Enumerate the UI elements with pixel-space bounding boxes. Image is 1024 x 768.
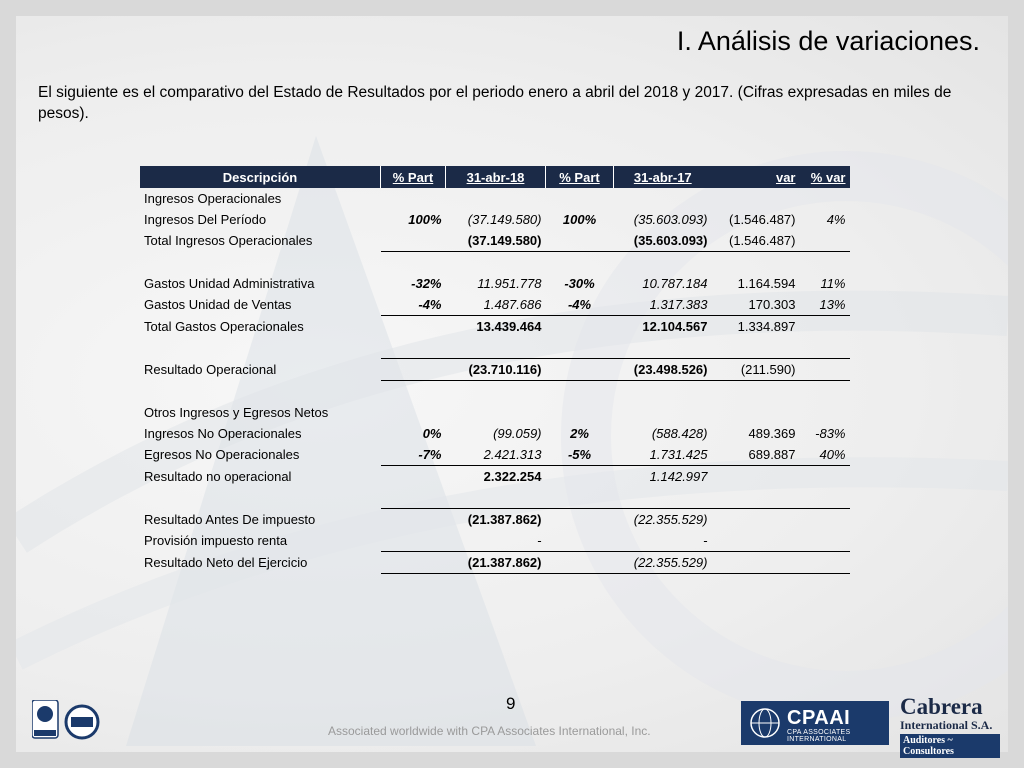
row-variation: 1.164.594 xyxy=(737,276,796,291)
row-description: Provisión impuesto renta xyxy=(144,533,288,549)
row-description: Ingresos No Operacionales xyxy=(144,426,302,441)
table-row xyxy=(140,359,850,381)
row-part-2017 xyxy=(546,530,614,552)
row-part-2018: 0% xyxy=(422,426,442,441)
row-variation: (211.590) xyxy=(712,359,800,381)
row-value-2017 xyxy=(614,402,712,423)
row-value-2017: 1.731.425 xyxy=(649,447,708,462)
row-value-2018 xyxy=(446,402,546,423)
row-part-2018: -4% xyxy=(418,297,442,312)
table-row xyxy=(140,466,850,488)
row-part-2018 xyxy=(381,188,446,209)
table-row xyxy=(140,188,850,209)
row-description: Resultado Neto del Ejercicio xyxy=(144,555,308,570)
row-part-2018 xyxy=(381,552,446,574)
row-part-2018 xyxy=(381,337,446,359)
row-part-2017 xyxy=(546,230,614,252)
row-pct-variation xyxy=(800,509,850,531)
cpaai-name: CPAAI xyxy=(787,707,851,729)
row-description xyxy=(140,337,381,359)
row-value-2018 xyxy=(446,381,546,403)
row-pct-variation xyxy=(800,487,850,509)
row-variation: 170.303 xyxy=(748,297,796,312)
row-value-2018 xyxy=(446,188,546,209)
row-variation xyxy=(712,337,800,359)
footer-text: Associated worldwide with CPA Associates International, Inc. xyxy=(328,724,651,738)
row-pct-variation xyxy=(800,381,850,403)
row-pct-variation xyxy=(800,402,850,423)
row-part-2017 xyxy=(546,552,614,574)
row-part-2018 xyxy=(381,466,446,488)
row-description: Total Ingresos Operacionales xyxy=(144,233,313,249)
row-part-2017: 100% xyxy=(562,212,597,227)
row-value-2018: 2.322.254 xyxy=(446,466,546,488)
row-part-2017 xyxy=(546,359,614,381)
row-variation xyxy=(712,381,800,403)
iso-certification-icon xyxy=(32,700,102,744)
row-description: Egresos No Operacionales xyxy=(144,447,300,463)
row-value-2018 xyxy=(446,487,546,509)
row-pct-variation xyxy=(800,552,850,574)
row-value-2017 xyxy=(614,487,712,509)
row-variation: (1.546.487) xyxy=(729,212,796,227)
row-part-2017: 2% xyxy=(570,426,589,441)
header-2017: 31-abr-17 xyxy=(614,166,712,188)
row-pct-variation: -83% xyxy=(815,426,846,441)
row-value-2018: (21.387.862) xyxy=(446,509,546,531)
header-pct-var: % var xyxy=(800,166,850,188)
row-part-2017 xyxy=(546,466,614,488)
row-part-2018 xyxy=(381,230,446,252)
table-row xyxy=(140,487,850,509)
cabrera-logo xyxy=(900,696,1000,758)
row-value-2018: - xyxy=(537,533,542,548)
globe-icon xyxy=(745,701,785,745)
header-description: Descripción xyxy=(140,166,381,188)
cabrera-name: Cabrera xyxy=(900,694,983,719)
row-part-2017 xyxy=(546,188,614,209)
header-2018: 31-abr-18 xyxy=(446,166,546,188)
row-value-2017: (22.355.529) xyxy=(614,552,712,574)
row-value-2018: (37.149.580) xyxy=(467,212,542,227)
page-title: I. Análisis de variaciones. xyxy=(676,26,980,56)
row-variation: 489.369 xyxy=(748,426,796,441)
row-value-2017: (35.603.093) xyxy=(633,212,708,227)
row-value-2018: 2.421.313 xyxy=(483,447,542,462)
table-row xyxy=(140,509,850,531)
row-variation xyxy=(712,402,800,423)
row-part-2017 xyxy=(546,402,614,423)
row-variation xyxy=(712,487,800,509)
row-value-2018: 11.951.778 xyxy=(477,276,542,291)
table-row xyxy=(140,381,850,403)
table-row xyxy=(140,316,850,338)
table-row xyxy=(140,402,850,423)
row-value-2017: (35.603.093) xyxy=(614,230,712,252)
table-row xyxy=(140,273,850,294)
row-pct-variation xyxy=(800,359,850,381)
row-description: Ingresos Operacionales xyxy=(144,191,282,206)
row-part-2018 xyxy=(381,530,446,552)
row-description: Ingresos Del Período xyxy=(144,212,267,227)
row-value-2018: (21.387.862) xyxy=(446,552,546,574)
row-value-2017: 1.317.383 xyxy=(649,297,708,312)
certification-logos xyxy=(32,700,102,749)
row-value-2017 xyxy=(614,252,712,274)
row-part-2018 xyxy=(381,252,446,274)
row-value-2018 xyxy=(446,337,546,359)
row-part-2017 xyxy=(546,509,614,531)
row-part-2017 xyxy=(546,337,614,359)
row-value-2017: 10.787.184 xyxy=(642,276,708,291)
row-part-2017 xyxy=(546,487,614,509)
row-part-2017 xyxy=(546,381,614,403)
row-value-2018 xyxy=(446,252,546,274)
row-pct-variation xyxy=(800,188,850,209)
cpaai-logo xyxy=(741,701,889,745)
row-part-2018: 100% xyxy=(408,212,442,227)
table-row xyxy=(140,552,850,574)
row-value-2017: (23.498.526) xyxy=(614,359,712,381)
row-value-2017 xyxy=(614,188,712,209)
row-part-2018 xyxy=(381,359,446,381)
row-part-2017: -5% xyxy=(567,447,592,462)
header-var: var xyxy=(712,166,800,188)
row-description xyxy=(140,487,381,509)
table-header-row xyxy=(140,166,850,188)
row-pct-variation: 11% xyxy=(820,276,846,291)
row-part-2017: -4% xyxy=(567,297,592,312)
row-part-2017 xyxy=(546,252,614,274)
row-pct-variation: 40% xyxy=(819,447,846,462)
row-variation: 689.887 xyxy=(748,447,796,462)
row-value-2018: (99.059) xyxy=(493,426,542,441)
row-part-2018 xyxy=(381,316,446,338)
intro-paragraph: El siguiente es el comparativo del Estado de Resultados por el periodo enero a abril del 2018 y 2017. (Cifras expresadas en miles de pesos). xyxy=(38,84,952,122)
row-pct-variation xyxy=(800,230,850,252)
cabrera-international: International S.A. xyxy=(900,718,993,732)
page-number: 9 xyxy=(506,694,516,713)
row-description: Resultado Operacional xyxy=(144,362,277,377)
row-part-2018: -32% xyxy=(411,276,442,291)
table-row xyxy=(140,294,850,316)
row-variation: 1.334.897 xyxy=(712,316,800,338)
row-part-2018 xyxy=(381,509,446,531)
row-value-2017: (588.428) xyxy=(651,426,708,441)
row-description xyxy=(140,381,381,403)
row-pct-variation xyxy=(800,466,850,488)
table-row xyxy=(140,444,850,466)
row-part-2018 xyxy=(381,381,446,403)
row-part-2018 xyxy=(381,402,446,423)
row-variation xyxy=(712,509,800,531)
row-variation xyxy=(712,552,800,574)
row-description xyxy=(140,252,381,274)
row-value-2017: - xyxy=(703,533,708,548)
table-row xyxy=(140,423,850,444)
row-value-2018: 13.439.464 xyxy=(446,316,546,338)
row-description: Total Gastos Operacionales xyxy=(144,318,304,334)
row-pct-variation xyxy=(800,316,850,338)
header-part-2017: % Part xyxy=(546,166,614,188)
row-value-2018: (37.149.580) xyxy=(446,230,546,252)
header-part-2018: % Part xyxy=(381,166,446,188)
table-row xyxy=(140,337,850,359)
row-pct-variation xyxy=(800,337,850,359)
row-variation xyxy=(712,188,800,209)
table-row xyxy=(140,230,850,252)
row-description: Gastos Unidad Administrativa xyxy=(144,276,315,291)
cpaai-subtitle: CPA ASSOCIATES INTERNATIONAL xyxy=(787,729,851,743)
row-part-2017 xyxy=(546,316,614,338)
row-value-2017: (22.355.529) xyxy=(614,509,712,531)
row-variation xyxy=(712,466,800,488)
row-part-2018 xyxy=(381,487,446,509)
row-pct-variation xyxy=(800,530,850,552)
row-description: Otros Ingresos y Egresos Netos xyxy=(144,405,329,420)
cabrera-tagline: Auditores ~ Consultores xyxy=(900,734,1000,758)
row-description: Gastos Unidad de Ventas xyxy=(144,297,292,313)
row-value-2017: 1.142.997 xyxy=(614,466,712,488)
row-part-2018: -7% xyxy=(418,447,442,462)
row-value-2017 xyxy=(614,381,712,403)
table-row xyxy=(140,252,850,274)
row-variation xyxy=(712,530,800,552)
row-pct-variation xyxy=(800,252,850,274)
row-value-2017 xyxy=(614,337,712,359)
row-description: Resultado no operacional xyxy=(144,468,292,484)
row-value-2018: (23.710.116) xyxy=(446,359,546,381)
row-variation xyxy=(712,252,800,274)
table-row xyxy=(140,530,850,552)
row-description: Resultado Antes De impuesto xyxy=(144,511,316,527)
row-value-2018: 1.487.686 xyxy=(483,297,542,312)
row-part-2017: -30% xyxy=(564,276,595,291)
row-pct-variation: 4% xyxy=(826,212,846,227)
income-statement-table xyxy=(140,166,850,574)
table-row xyxy=(140,209,850,230)
row-value-2017: 12.104.567 xyxy=(614,316,712,338)
row-pct-variation: 13% xyxy=(819,297,846,312)
row-variation: (1.546.487) xyxy=(712,230,800,252)
